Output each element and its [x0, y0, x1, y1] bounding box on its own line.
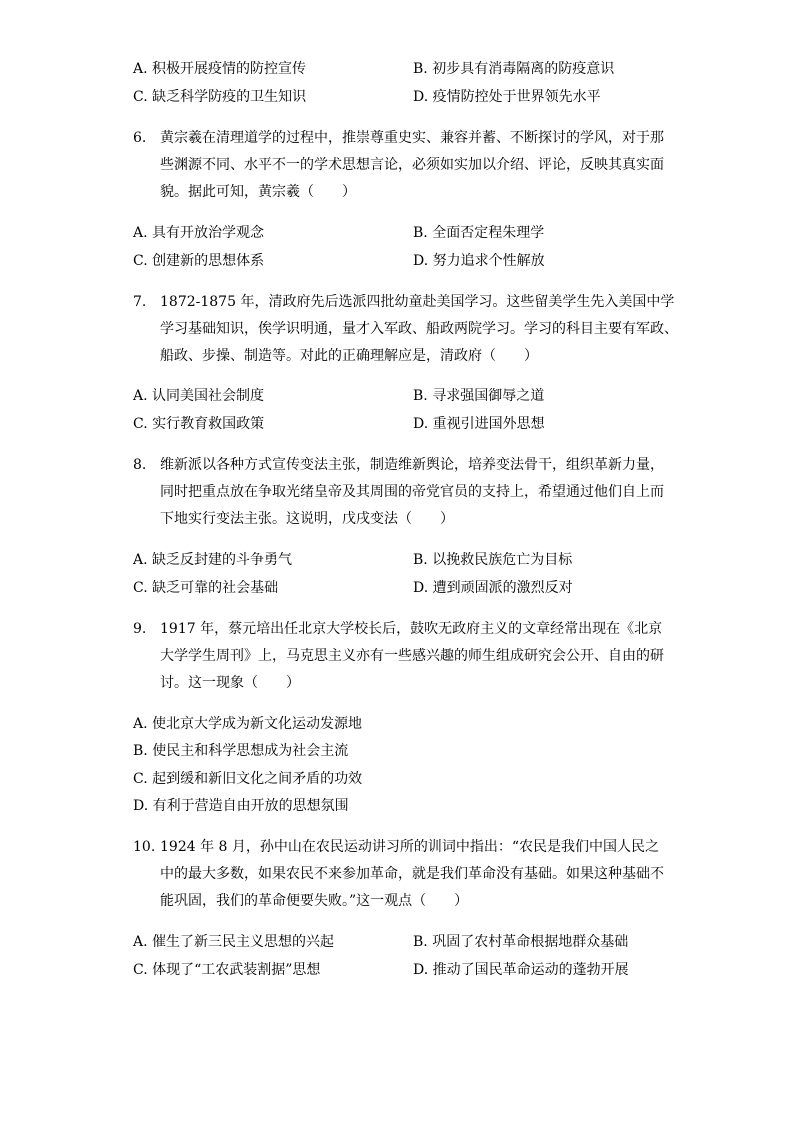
q9-option-row-b	[133, 741, 693, 761]
question-number: 9.	[133, 621, 147, 637]
question-text-line: 貌。据此可知，黄宗羲（ ）	[160, 184, 356, 200]
q8-options-row-2	[133, 578, 693, 598]
question-text-line: 能巩固，我们的革命便要失败。”这一观点（ ）	[160, 893, 469, 909]
question-text-line: 1917 年，蔡元培出任北京大学校长后，鼓吹无政府主义的文章经常出现在《北京	[160, 621, 663, 637]
question-text-line: 黄宗羲在清理道学的过程中，推崇尊重史实、兼容并蓄、不断探讨的学风，对于那	[160, 130, 664, 146]
q10-option-d: D. 推动了国民革命运动的蓬勃开展	[413, 962, 629, 978]
q9-option-d: D. 有利于营造自由开放的思想氛围	[133, 798, 349, 814]
q6-option-d: D. 努力追求个性解放	[413, 253, 545, 269]
q5-option-c: C. 缺乏科学防疫的卫生知识	[133, 89, 307, 105]
q7-options-row-1	[133, 386, 693, 406]
q6-options-row-2	[133, 251, 693, 271]
q9-option-row-a	[133, 714, 693, 734]
q9-option-row-c	[133, 769, 693, 789]
q6-option-a: A. 具有开放治学观念	[133, 225, 265, 241]
question-number: 10.	[133, 839, 156, 855]
question-text-line: 1924 年 8 月，孙中山在农民运动讲习所的训词中指出：“农民是我们中国人民之	[160, 839, 660, 855]
q8-option-a: A. 缺乏反封建的斗争勇气	[133, 552, 293, 568]
q5-option-a: A. 积极开展疫情的防控宣传	[133, 61, 307, 77]
q10-option-a: A. 催生了新三民主义思想的兴起	[133, 934, 335, 950]
question-number: 6.	[133, 130, 147, 146]
q6-option-c: C. 创建新的思想体系	[133, 253, 265, 269]
q10-option-b: B. 巩固了农村革命根据地群众基础	[413, 934, 629, 950]
q5-options-row-1	[133, 59, 693, 79]
question-number: 7.	[133, 294, 147, 310]
question-text-line: 维新派以各种方式宣传变法主张，制造维新舆论，培养变法骨干，组织革新力量，	[160, 457, 664, 473]
q6-option-b: B. 全面否定程朱理学	[413, 225, 545, 241]
q10-options-row-2	[133, 960, 693, 980]
q9-option-c: C. 起到缓和新旧文化之间矛盾的功效	[133, 771, 363, 787]
q8-option-c: C. 缺乏可靠的社会基础	[133, 580, 279, 596]
question-text-line: 讨。这一现象（ ）	[160, 675, 300, 691]
question-text-line: 同时把重点放在争取光绪皇帝及其周围的帝党官员的支持上，希望通过他们自上而	[160, 484, 664, 500]
q5-option-b: B. 初步具有消毒隔离的防疫意识	[413, 61, 615, 77]
question-text-line: 1872-1875 年，清政府先后选派四批幼童赴美国学习。这些留美学生先入美国中学	[160, 294, 675, 310]
question-number: 8.	[133, 457, 147, 473]
q7-options-row-2	[133, 414, 693, 434]
question-text-line: 些渊源不同、水平不一的学术思想言论，必须如实加以介绍、评论，反映其真实面	[160, 157, 664, 173]
q8-options-row-1	[133, 550, 693, 570]
question-text-line: 下地实行变法主张。这说明，戊戌变法（ ）	[160, 511, 454, 527]
q7-option-a: A. 认同美国社会制度	[133, 388, 265, 404]
q10-options-row-1	[133, 932, 693, 952]
q9-option-a: A. 使北京大学成为新文化运动发源地	[133, 716, 363, 732]
question-text-line: 船政、步操、制造等。对此的正确理解应是，清政府（ ）	[160, 348, 538, 364]
q7-option-b: B. 寻求强国御辱之道	[413, 388, 545, 404]
question-text-line: 中的最大多数，如果农民不来参加革命，就是我们革命没有基础。如果这种基础不	[160, 866, 664, 882]
q8-option-b: B. 以挽救民族危亡为目标	[413, 552, 573, 568]
q5-options-row-2	[133, 87, 693, 107]
question-text-line: 大学学生周刊》上，马克思主义亦有一些感兴趣的师生组成研究会公开、自由的研	[160, 648, 664, 664]
q7-option-c: C. 实行教育救国政策	[133, 416, 265, 432]
q9-option-b: B. 使民主和科学思想成为社会主流	[133, 743, 349, 759]
q6-options-row-1	[133, 223, 693, 243]
q10-option-c: C. 体现了“工农武装割据”思想	[133, 962, 321, 978]
question-text-line: 学习基础知识，俟学识明通，量才入军政、船政两院学习。学习的科目主要有军政、	[160, 321, 678, 337]
q8-option-d: D. 遭到顽固派的激烈反对	[413, 580, 573, 596]
q9-option-row-d	[133, 796, 693, 816]
q5-option-d: D. 疫情防控处于世界领先水平	[413, 89, 601, 105]
q7-option-d: D. 重视引进国外思想	[413, 416, 545, 432]
